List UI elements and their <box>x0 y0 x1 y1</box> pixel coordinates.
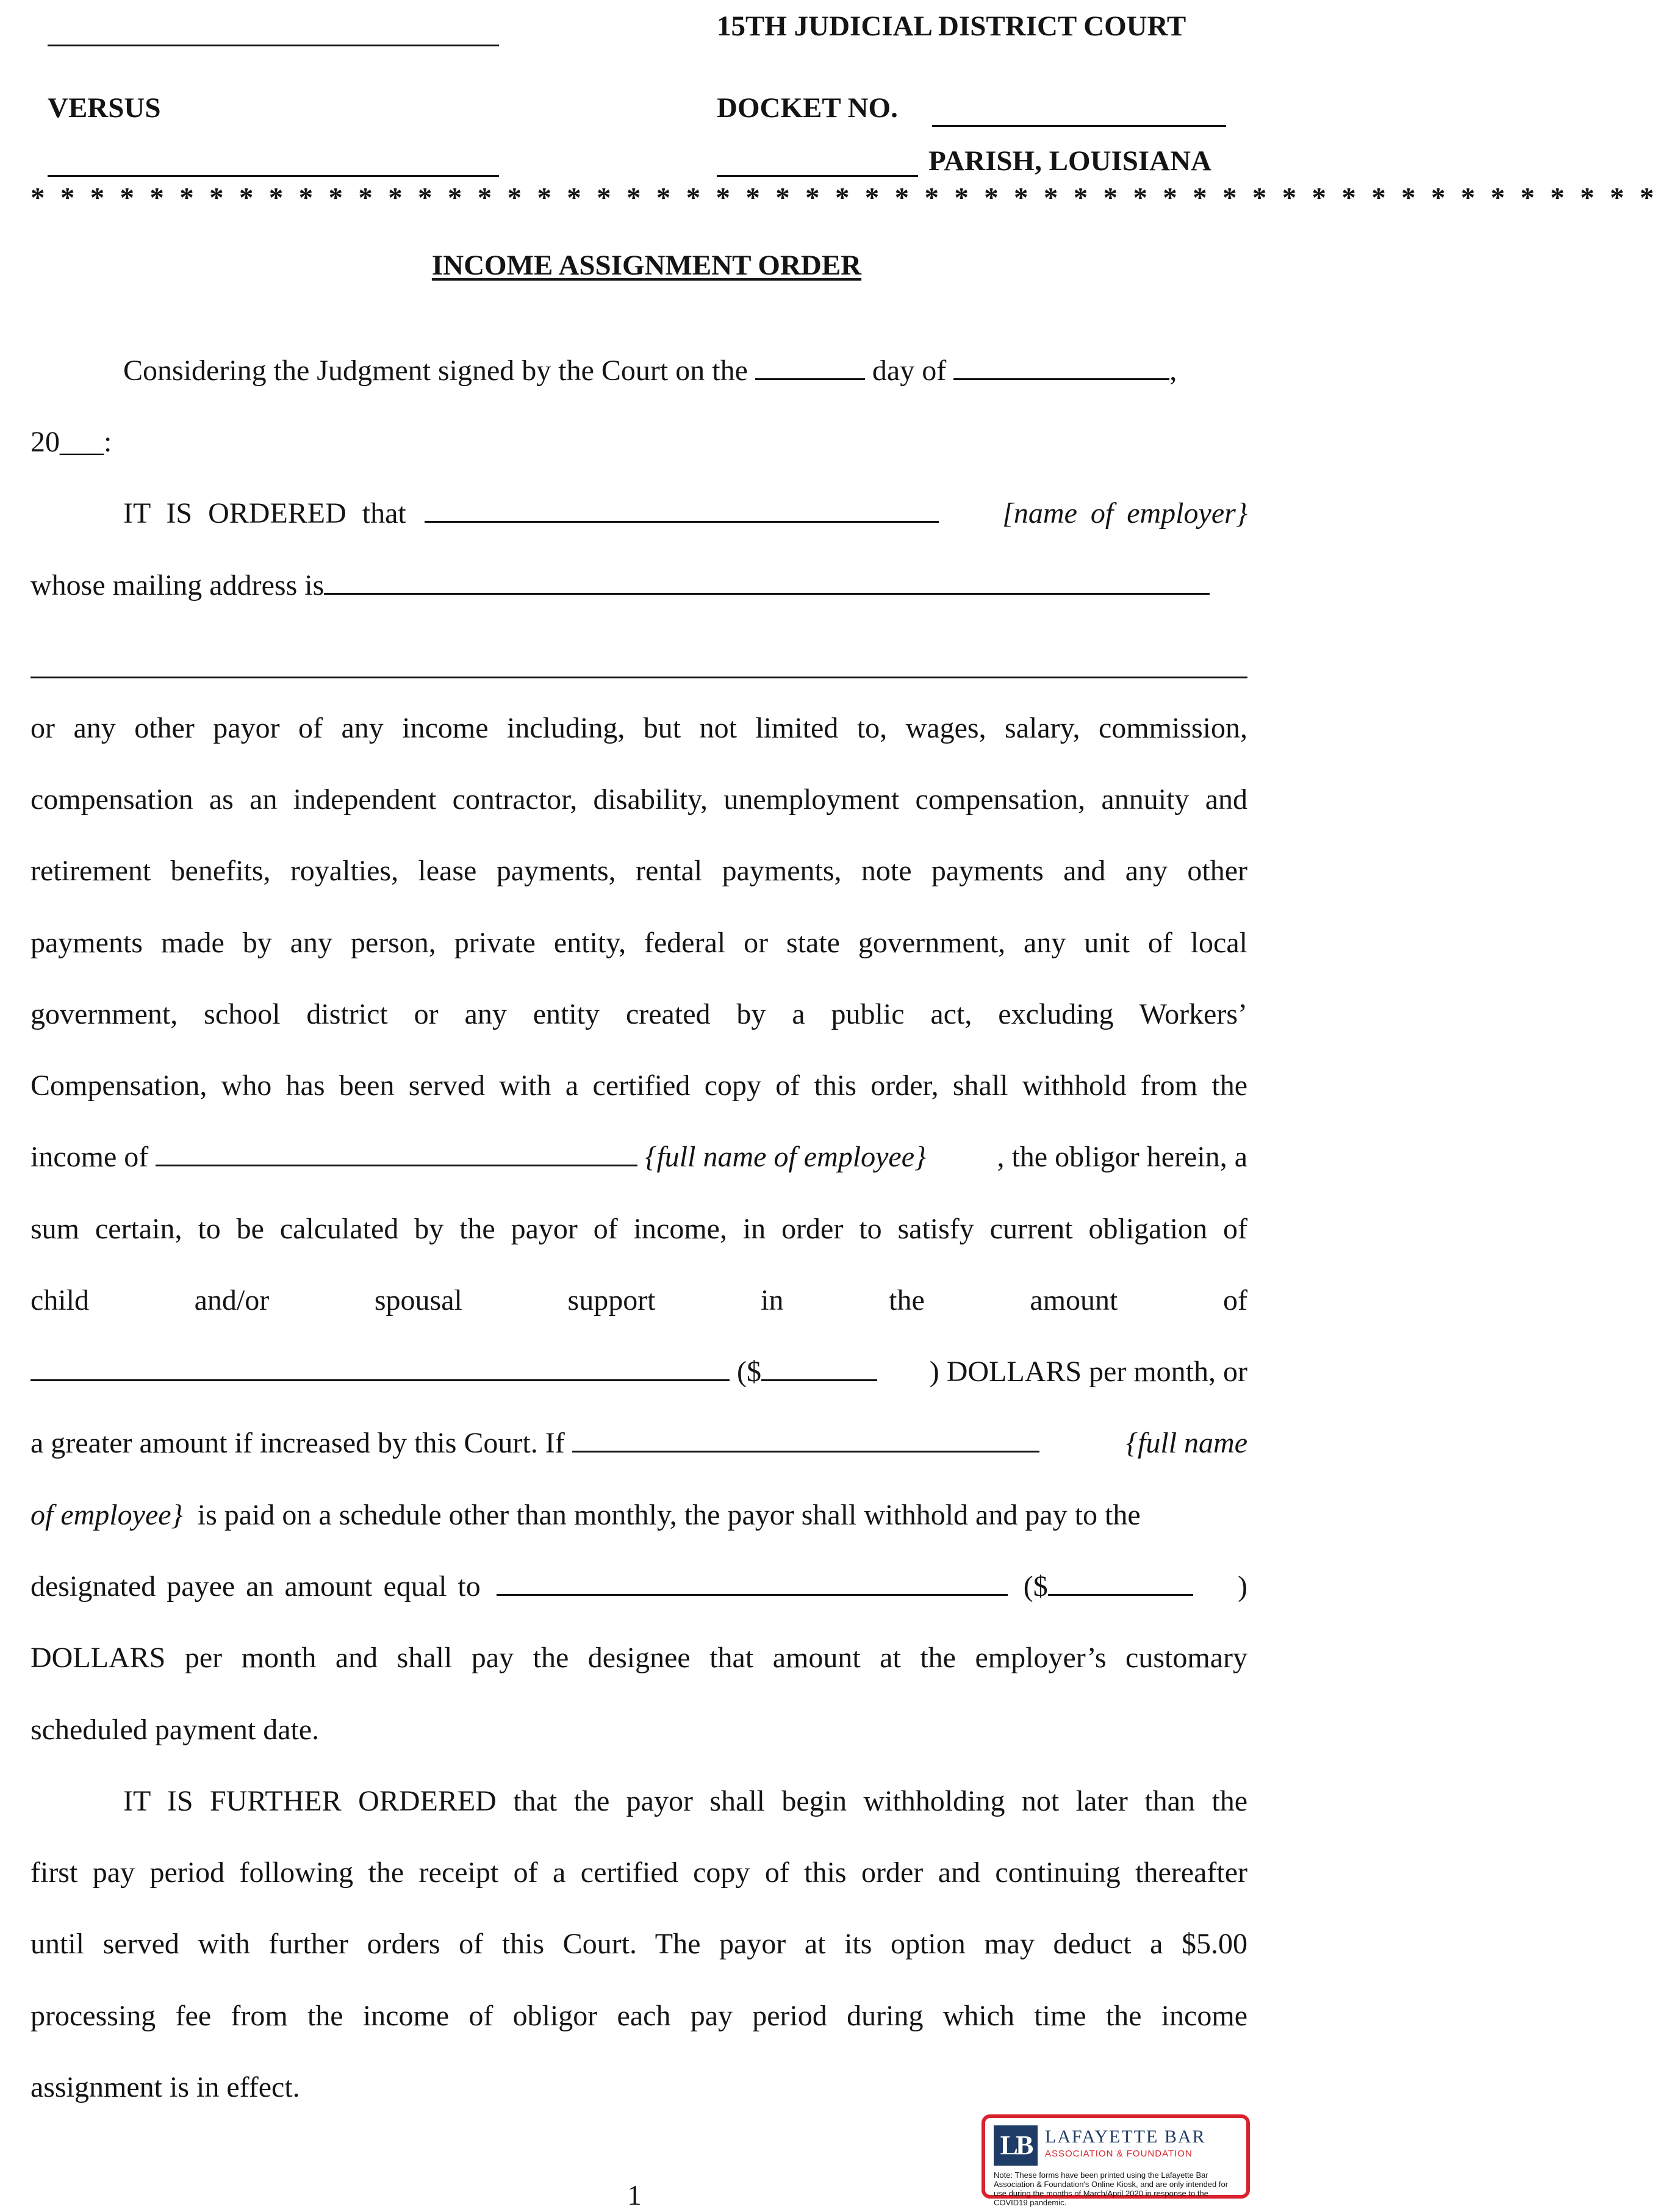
docket-number-blank <box>932 125 1226 127</box>
page-number: 1 <box>627 2180 642 2211</box>
parish-blank <box>717 175 918 177</box>
order-line-16: of employee} is paid on a schedule other than monthly, the payor shall withhold and pay to the <box>31 1499 1141 1531</box>
order-line-17: designated payee an amount equal to ($ ) <box>31 1570 1247 1603</box>
order-line-1: Considering the Judgment signed by the Court on the day of , <box>123 354 1177 387</box>
order-line-15: a greater amount if increased by this Court. If {full name <box>31 1427 1247 1459</box>
caption-separator: * * * * * * * * * * * * * * * * * * * * * * * * * * * * * * * * * * * * * * * * * * * * * * * * * * * * * * * <box>31 182 1658 214</box>
mailing-address-blank-2 <box>31 677 1247 678</box>
support-amount-words-blank <box>31 1379 730 1381</box>
parish-label: PARISH, LOUISIANA <box>928 145 1211 177</box>
mailing-address-blank <box>324 593 1210 595</box>
order-line-14: ($ ) DOLLARS per month, or <box>31 1354 1247 1390</box>
badge-note: Note: These forms have been printed using the Lafayette Bar Association & Foundation's Online Kiosk, and are only intended for use during the months of March/April 2020 in response to the COVID19 pandemic. <box>994 2171 1229 2207</box>
order-line-10: Compensation, who has been served with a certified copy of this order, shall withhold from the <box>31 1069 1247 1102</box>
document-title: INCOME ASSIGNMENT ORDER <box>431 250 862 281</box>
order-line-23: processing fee from the income of obligor each pay period during which time the income <box>31 2000 1247 2032</box>
order-line-5: or any other payor of any income including, but not limited to, wages, salary, commission, <box>31 712 1247 744</box>
docket-label: DOCKET NO. <box>717 92 898 124</box>
payment-amount-figure-blank <box>1048 1594 1193 1596</box>
versus-label: VERSUS <box>48 92 161 124</box>
order-line-12: sum certain, to be calculated by the payor of income, in order to satisfy current obligation of <box>31 1213 1247 1245</box>
employee-name-blank <box>156 1165 637 1166</box>
order-line-11: income of {full name of employee} , the obligor herein, a <box>31 1141 1247 1173</box>
plaintiff-blank <box>48 45 499 46</box>
order-line-13: child and/or spousal support in the amount of <box>31 1284 1247 1316</box>
order-line-22: until served with further orders of this Court. The payor at its option may deduct a $5.00 <box>31 1928 1247 1960</box>
employer-name-blank <box>425 521 939 523</box>
order-line-2: 20___: <box>31 426 112 458</box>
order-line-21: first pay period following the receipt of a certified copy of this order and continuing thereafter <box>31 1856 1247 1889</box>
order-line-3: IT IS ORDERED that [name of employer} <box>123 497 1247 530</box>
order-line-19: scheduled payment date. <box>31 1714 320 1746</box>
order-line-6: compensation as an independent contractor, disability, unemployment compensation, annuity and <box>31 783 1247 816</box>
payment-amount-words-blank <box>497 1594 1008 1596</box>
order-line-24: assignment is in effect. <box>31 2071 300 2103</box>
support-amount-figure-blank <box>761 1379 877 1381</box>
employee-name-blank-2 <box>572 1451 1039 1453</box>
defendant-blank <box>48 175 499 177</box>
judgment-month-blank <box>953 378 1169 380</box>
order-line-18: DOLLARS per month and shall pay the designee that amount at the employer’s customary <box>31 1642 1247 1674</box>
lafayette-bar-logo-icon: LB <box>994 2125 1038 2166</box>
order-line-8: payments made by any person, private entity, federal or state government, any unit of local <box>31 927 1247 959</box>
order-line-9: government, school district or any entity created by a public act, excluding Workers’ <box>31 998 1247 1030</box>
court-name: 15TH JUDICIAL DISTRICT COURT <box>717 10 1186 42</box>
badge-org-subtitle: ASSOCIATION & FOUNDATION <box>1045 2149 1193 2159</box>
order-line-7: retirement benefits, royalties, lease payments, rental payments, note payments and any other <box>31 855 1247 887</box>
judgment-day-blank <box>755 378 865 380</box>
order-line-4: whose mailing address is <box>31 567 1247 604</box>
badge-org-name: LAFAYETTE BAR <box>1045 2127 1206 2147</box>
order-line-20: IT IS FURTHER ORDERED that the payor shall begin withholding not later than the <box>123 1785 1247 1817</box>
